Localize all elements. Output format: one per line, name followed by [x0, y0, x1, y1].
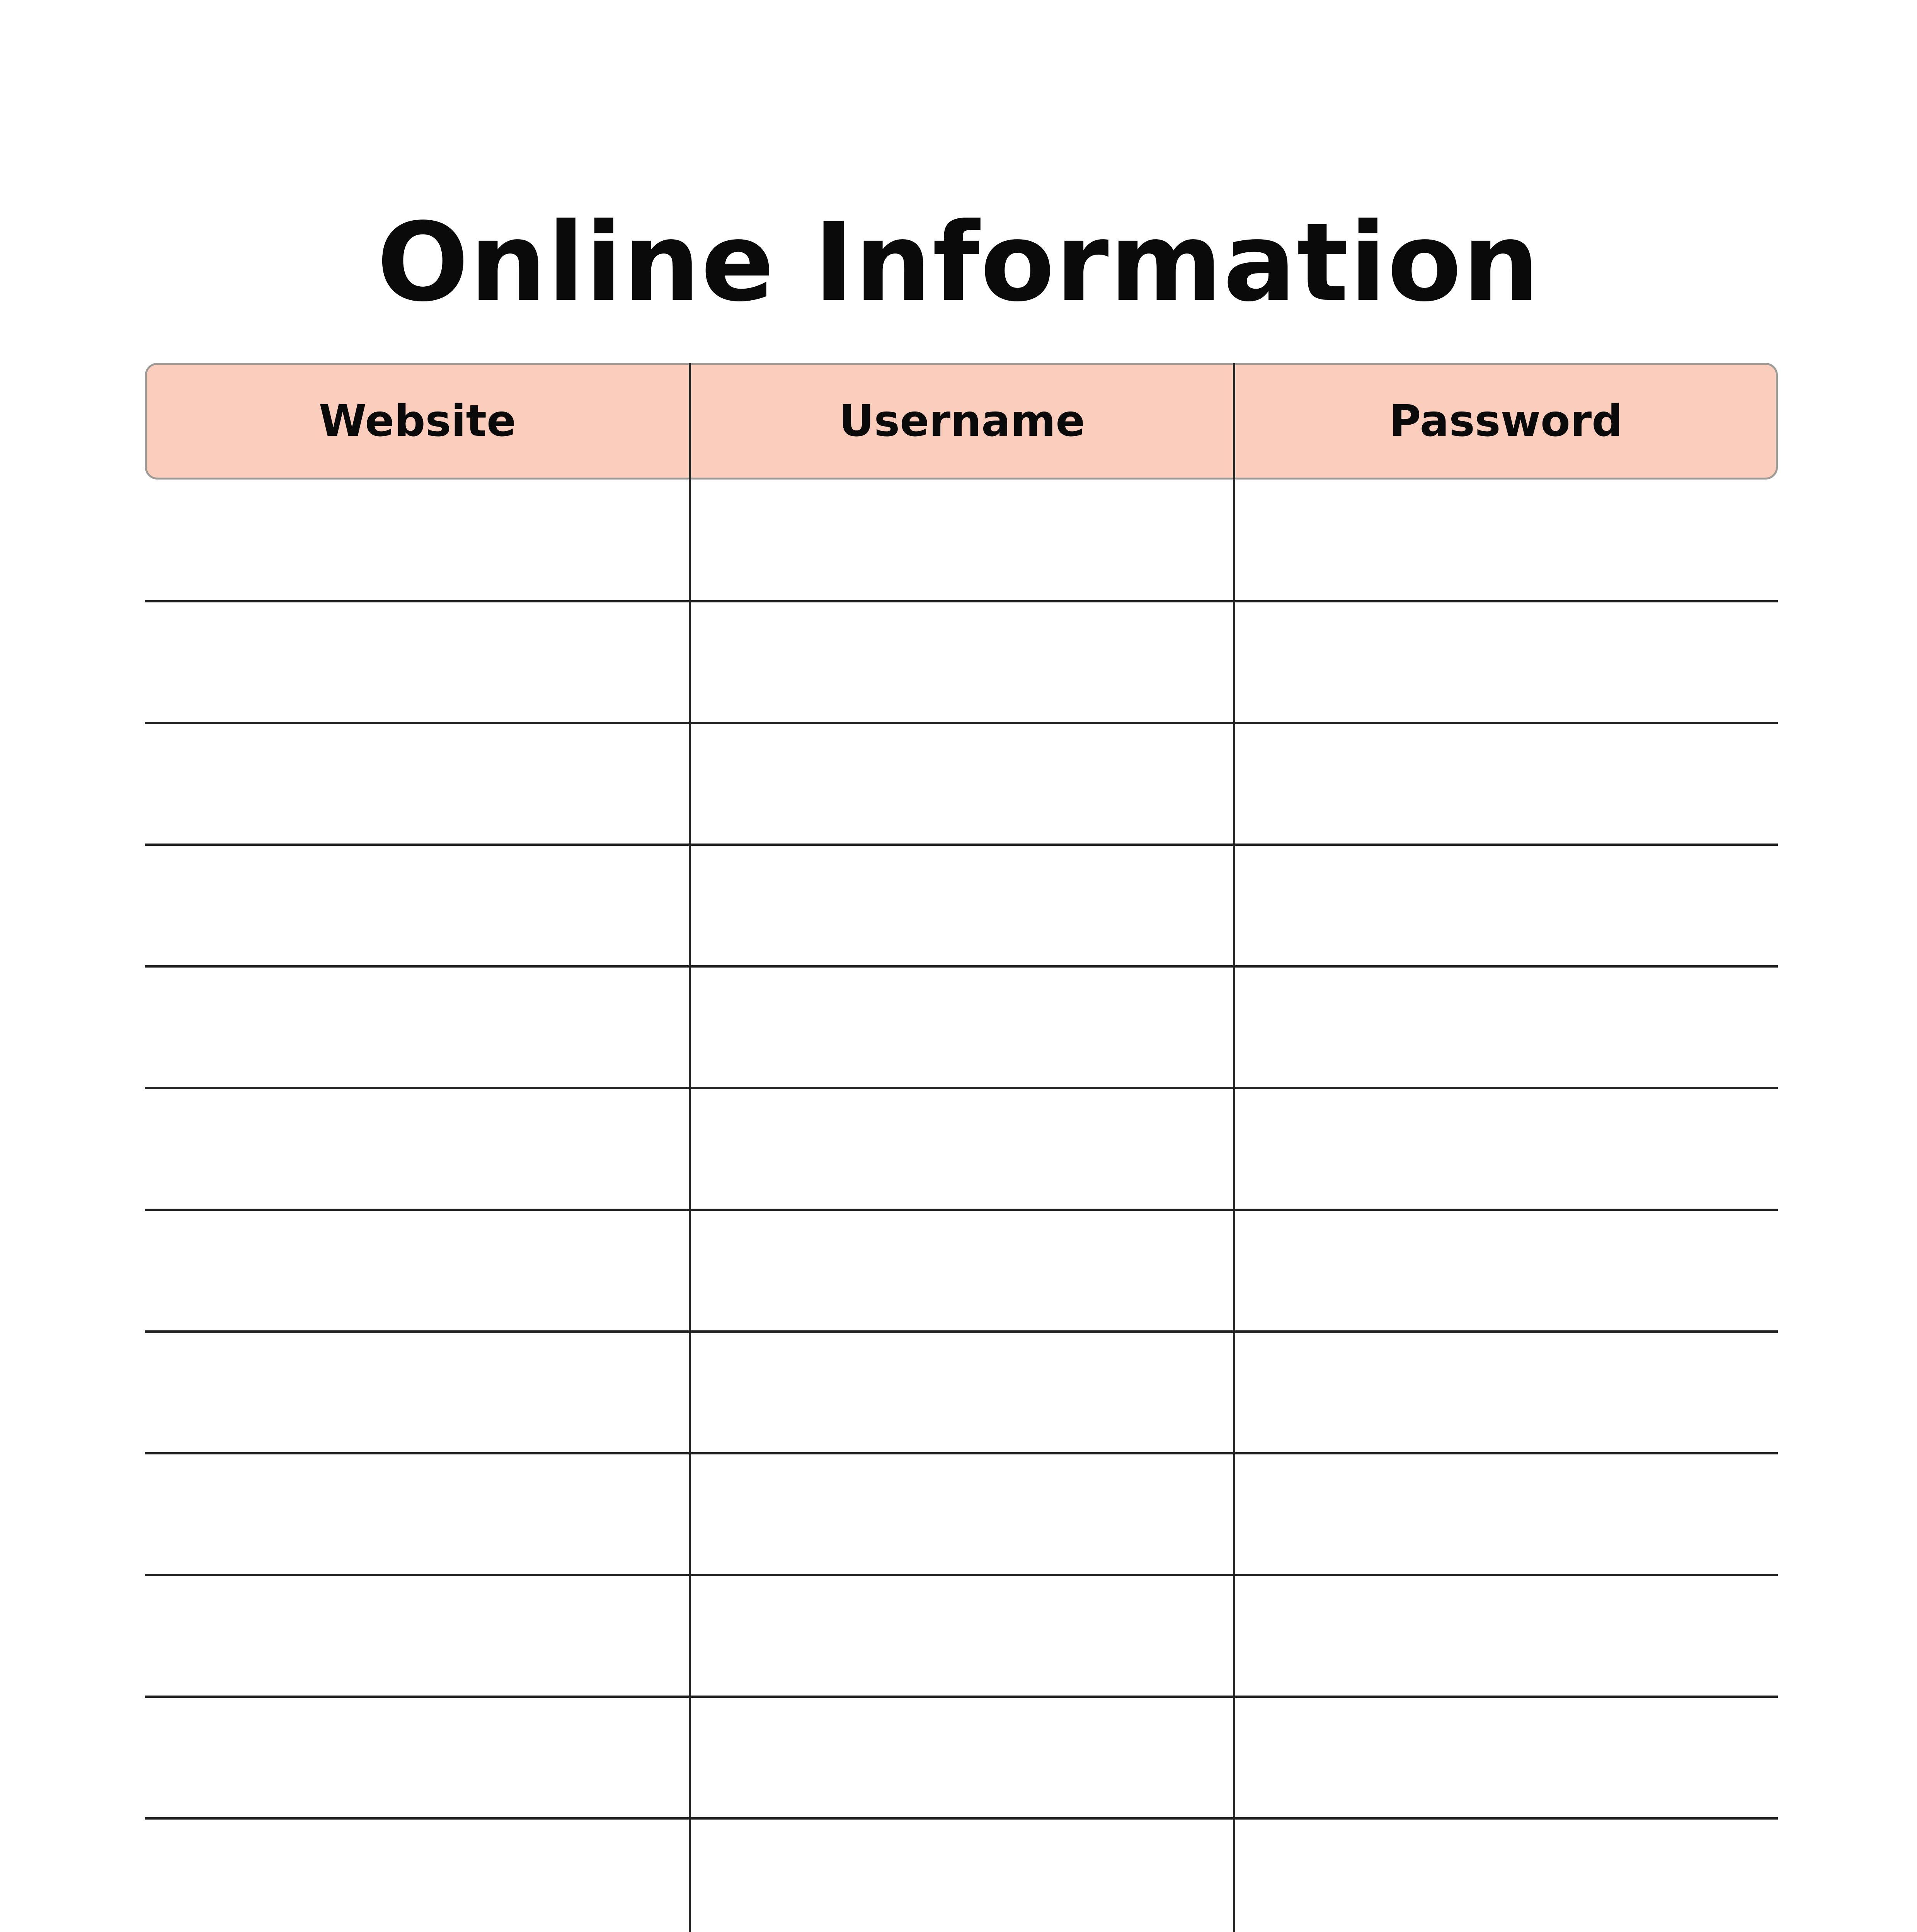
- username-cell[interactable]: [690, 1818, 1233, 1932]
- website-cell[interactable]: [145, 1332, 689, 1453]
- password-cell[interactable]: [1234, 601, 1778, 723]
- username-cell[interactable]: [690, 1210, 1233, 1332]
- password-cell[interactable]: [1234, 1818, 1778, 1932]
- website-cell[interactable]: [145, 966, 689, 1088]
- website-cell[interactable]: [145, 1697, 689, 1818]
- username-cell[interactable]: [690, 1697, 1233, 1818]
- password-cell[interactable]: [1234, 966, 1778, 1088]
- password-cell[interactable]: [1234, 1088, 1778, 1210]
- website-cell[interactable]: [145, 601, 689, 723]
- website-cell[interactable]: [145, 1088, 689, 1210]
- website-cell[interactable]: [145, 1575, 689, 1697]
- page-title: Online Information: [376, 200, 1541, 326]
- header-username: Username: [839, 396, 1085, 446]
- website-cell[interactable]: [145, 845, 689, 966]
- password-cell[interactable]: [1234, 480, 1778, 601]
- password-cell[interactable]: [1234, 1332, 1778, 1453]
- website-cell[interactable]: [145, 1453, 689, 1575]
- website-cell[interactable]: [145, 480, 689, 601]
- username-cell[interactable]: [690, 1332, 1233, 1453]
- username-cell[interactable]: [690, 1453, 1233, 1575]
- username-cell[interactable]: [690, 966, 1233, 1088]
- username-cell[interactable]: [690, 723, 1233, 845]
- website-cell[interactable]: [145, 723, 689, 845]
- password-cell[interactable]: [1234, 1453, 1778, 1575]
- website-cell[interactable]: [145, 1210, 689, 1332]
- username-cell[interactable]: [690, 480, 1233, 601]
- password-log-table: [145, 363, 1778, 1932]
- password-cell[interactable]: [1234, 1210, 1778, 1332]
- username-cell[interactable]: [690, 845, 1233, 966]
- username-cell[interactable]: [690, 601, 1233, 723]
- header-password: Password: [1389, 396, 1623, 446]
- password-cell[interactable]: [1234, 723, 1778, 845]
- header-website: Website: [318, 396, 516, 446]
- password-cell[interactable]: [1234, 1697, 1778, 1818]
- website-cell[interactable]: [145, 1818, 689, 1932]
- password-cell[interactable]: [1234, 1575, 1778, 1697]
- password-cell[interactable]: [1234, 845, 1778, 966]
- username-cell[interactable]: [690, 1088, 1233, 1210]
- username-cell[interactable]: [690, 1575, 1233, 1697]
